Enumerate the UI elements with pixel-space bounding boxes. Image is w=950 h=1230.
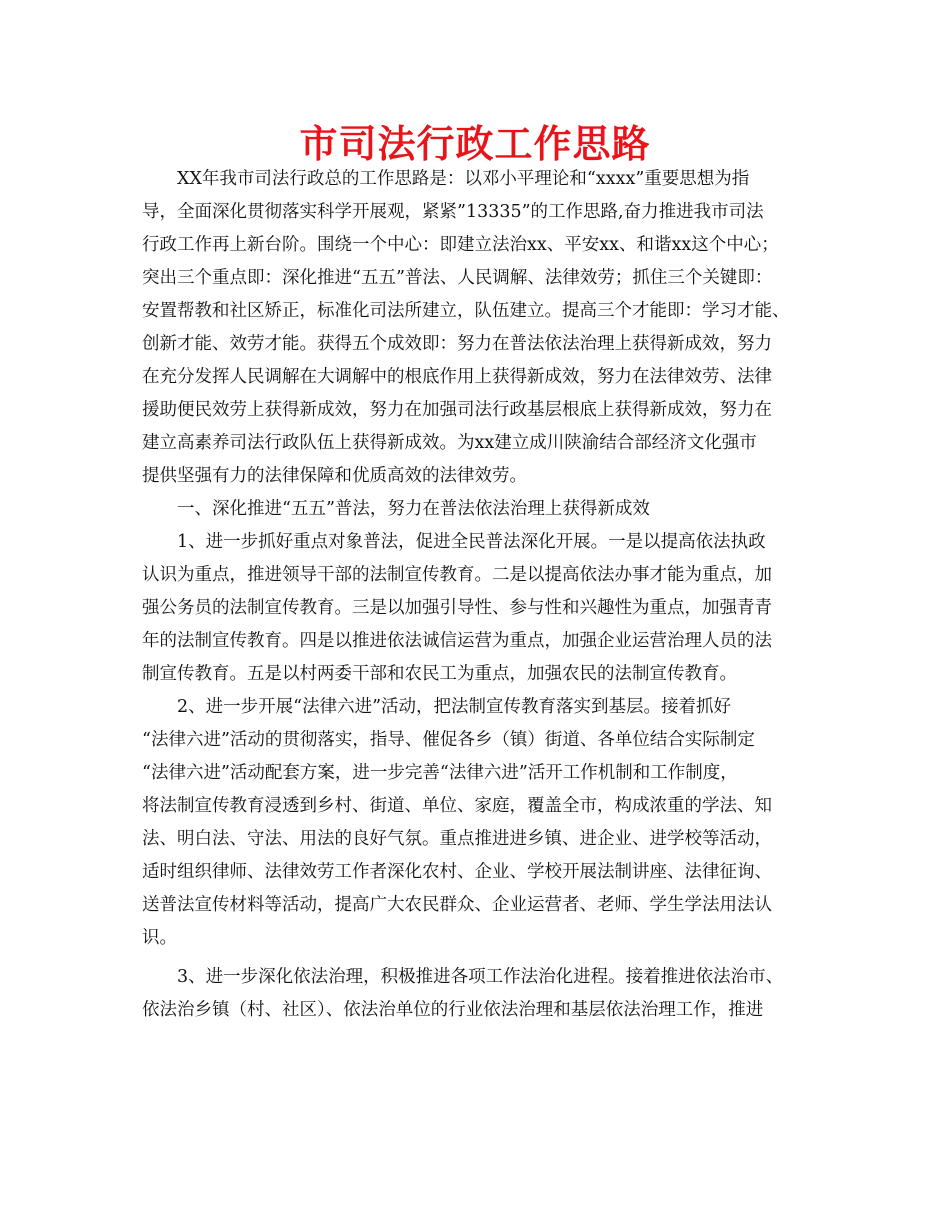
section-heading: 一、深化推进“五五”普法，努力在普法依法治理上获得新成效 <box>177 499 650 519</box>
text-line: 突出三个重点即：深化推进“五五”普法、人民调解、法律效劳；抓住三个关键即： <box>142 268 773 288</box>
text-line: 提供坚强有力的法律保障和优质高效的法律效劳。 <box>142 466 527 486</box>
text-line: 援助便民效劳上获得新成效，努力在加强司法行政基层根底上获得新成效，努力在 <box>142 400 772 420</box>
text-line: 法、明白法、守法、用法的良好气氛。重点推进进乡镇、进企业、进学校等活动， <box>142 829 772 849</box>
text-line: 年的法制宣传教育。四是以推进依法诚信运营为重点，加强企业运营治理人员的法 <box>142 631 772 651</box>
text-line: 强公务员的法制宣传教育。三是以加强引导性、参与性和兴趣性为重点，加强青青 <box>142 598 772 618</box>
text-line: 识。 <box>142 928 177 948</box>
text-line: 行政工作再上新台阶。围绕一个中心：即建立法治xx、平安xx、和谐xx这个中心； <box>142 235 779 255</box>
document-body <box>142 163 814 1027</box>
text-line: 制宣传教育。五是以村两委干部和农民工为重点，加强农民的法制宣传教育。 <box>142 664 737 684</box>
text-line: “法律六进”活动配套方案，进一步完善“法律六进”活开工作机制和工作制度， <box>142 763 738 783</box>
text-line: 3、进一步深化依法治理，积极推进各项工作法治化进程。接着推进依法治市、 <box>177 967 784 987</box>
text-line: 1、进一步抓好重点对象普法，促进全民普法深化开展。一是以提高依法执政 <box>177 532 766 552</box>
text-line: 2、进一步开展“法律六进”活动，把法制宣传教育落实到基层。接着抓好 <box>177 697 732 717</box>
text-line: 建立高素养司法行政队伍上获得新成效。为xx建立成川陕渝结合部经济文化强市 <box>142 433 757 453</box>
text-line: 导，全面深化贯彻落实科学开展观，紧紧”13335”的工作思路,奋力推进我市司法 <box>142 202 764 222</box>
text-line: 送普法宣传材料等活动，提高广大农民群众、企业运营者、老师、学生学法用法认 <box>142 895 772 915</box>
text-line: 依法治乡镇（村、社区）、依法治单位的行业依法治理和基层依法治理工作，推进 <box>142 1000 764 1020</box>
text-line: XX年我市司法行政总的工作思路是：以邓小平理论和“xxxx”重要思想为指 <box>177 169 750 189</box>
text-line: 安置帮教和社区矫正，标准化司法所建立，队伍建立。提高三个才能即：学习才能、 <box>142 301 790 321</box>
text-line: 在充分发挥人民调解在大调解中的根底作用上获得新成效，努力在法律效劳、法律 <box>142 367 772 387</box>
text-line: 认识为重点，推进领导干部的法制宣传教育。二是以提高依法办事才能为重点，加 <box>142 565 772 585</box>
text-line: 创新才能、效劳才能。获得五个成效即：努力在普法依法治理上获得新成效，努力 <box>142 334 772 354</box>
text-line: “法律六进”活动的贯彻落实，指导、催促各乡（镇）街道、各单位结合实际制定 <box>142 730 755 750</box>
text-line: 将法制宣传教育浸透到乡村、街道、单位、家庭，覆盖全市，构成浓重的学法、知 <box>142 796 772 816</box>
text-line: 适时组织律师、法律效劳工作者深化农村、企业、学校开展法制讲座、法律征询、 <box>142 862 772 882</box>
document-title: 市司法行政工作思路 <box>299 122 651 166</box>
